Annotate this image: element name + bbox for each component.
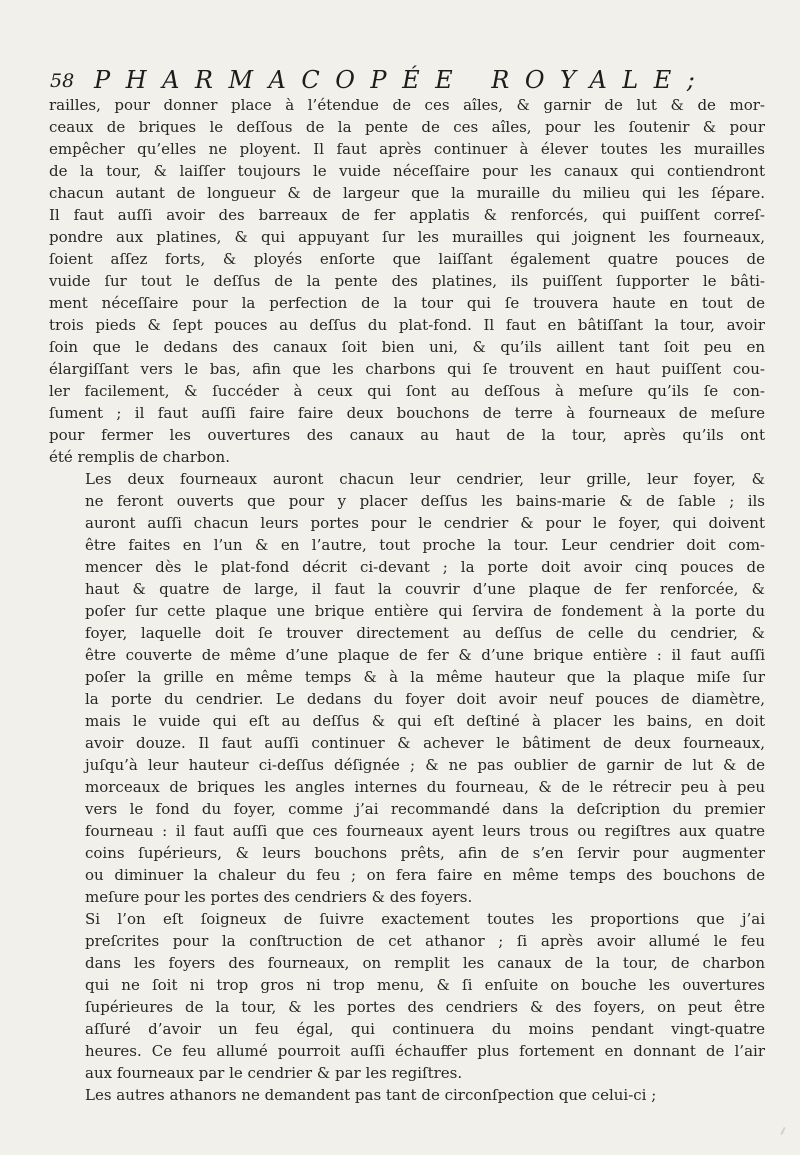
text-line: fourneau : il faut auſſi que ces fourneaux ayent leurs trous ou regiſtres aux quatre: [85, 822, 765, 840]
text-line: Il faut auſſi avoir des barreaux de fer applatis & renforcés, qui puiſſent correſ‑: [49, 206, 765, 224]
text-line: ou diminuer la chaleur du feu ; on fera faire en même temps des bouchons de: [85, 866, 765, 884]
paragraph-4: [49, 1084, 765, 1106]
text-line: élargiſſant vers le bas, afin que les charbons qui ſe trouvent en haut puiſſent cou‑: [49, 360, 765, 378]
text-line: Les autres athanors ne demandent pas tant de circonſpection que celui‑ci ;: [85, 1086, 657, 1104]
text-line: pour fermer les ouvertures des canaux au haut de la tour, après qu’ils ont: [49, 426, 765, 444]
text-line: railles, pour donner place à l’étendue de ces aîles, & garnir de lut & de mor‑: [49, 96, 765, 114]
text-line: être faites en l’un & en l’autre, tout proche la tour. Leur cendrier doit com‑: [85, 536, 765, 554]
text-line: ſoin que le dedans des canaux ſoit bien uni, & qu’ils aillent tant ſoit peu en: [49, 338, 765, 356]
text-line: Si l’on eſt ſoigneux de ſuivre exactement toutes les proportions que j’ai: [85, 910, 765, 928]
text-line: ſument ; il faut auſſi faire faire deux bouchons de terre à fourneaux de meſure: [49, 404, 765, 422]
text-line: ſoient aſſez forts, & ployés enſorte que laiſſant également quatre pouces de: [49, 250, 765, 268]
text-line: qui ne ſoit ni trop gros ni trop menu, & ſi enſuite on bouche les ouvertures: [85, 976, 765, 994]
text-line: ceaux de briques le deſſous de la pente de ces aîles, pour les ſoutenir & pour: [49, 118, 765, 136]
text-line: ler facilement, & ſuccéder à ceux qui ſont au deſſous à meſure qu’ils ſe con‑: [49, 382, 765, 400]
text-line: morceaux de briques les angles internes du fourneau, & de le rétrecir peu à peu: [85, 778, 765, 796]
text-line: meſure pour les portes des cendriers & des foyers.: [85, 888, 473, 906]
text-line: avoir douze. Il faut auſſi continuer & achever le bâtiment de deux fourneaux,: [85, 734, 765, 752]
text-line: la porte du cendrier. Le dedans du foyer doit avoir neuf pouces de diamètre,: [85, 690, 765, 708]
text-line: trois pieds & ſept pouces au deſſus du plat‑fond. Il faut en bâtiſſant la tour, avoir: [49, 316, 765, 334]
text-line: chacun autant de longueur & de largeur que la muraille du milieu qui les ſépare.: [49, 184, 765, 202]
text-line: vers le fond du foyer, comme j’ai recommandé dans la deſcription du premier: [85, 800, 765, 818]
text-line: juſqu’à leur hauteur ci‑deſſus déſignée ; & ne pas oublier de garnir de lut & de: [85, 756, 765, 774]
paragraph-3: [49, 908, 765, 1084]
text-line: de la tour, & laiſſer toujours le vuide néceſſaire pour les canaux qui contiendront: [49, 162, 765, 180]
page-number: 58: [50, 70, 75, 92]
text-line: vuide ſur tout le deſſus de la pente des platines, ils puiſſent ſupporter le bâti‑: [49, 272, 765, 290]
text-line: preſcrites pour la conſtruction de cet athanor ; ſi après avoir allumé le feu: [85, 932, 765, 950]
text-line: poſer la grille en même temps & à la même hauteur que la plaque miſe ſur: [85, 668, 765, 686]
text-line: été remplis de charbon.: [49, 448, 230, 466]
text-line: ſupérieures de la tour, & les portes des cendriers & des foyers, on peut être: [85, 998, 765, 1016]
text-line: mencer dès le plat‑fond décrit ci‑devant ; la porte doit avoir cinq pouces de: [85, 558, 765, 576]
paper-mark: [780, 1127, 785, 1135]
text-line: mais le vuide qui eſt au deſſus & qui eſt deſtiné à placer les bains, en doit: [85, 712, 765, 730]
text-line: Les deux fourneaux auront chacun leur cendrier, leur grille, leur foyer, &: [85, 470, 765, 488]
text-line: pondre aux platines, & qui appuyant ſur les murailles qui joignent les fourneaux,: [49, 228, 765, 246]
text-line: auront auſſi chacun leurs portes pour le cendrier & pour le foyer, qui doivent: [85, 514, 765, 532]
running-title: PHARMACOPÉE ROYALE;: [94, 66, 711, 94]
text-line: foyer, laquelle doit ſe trouver directement au deſſus de celle du cendrier, &: [85, 624, 765, 642]
paragraph-2: [49, 468, 765, 908]
text-line: aux fourneaux par le cendrier & par les regiſtres.: [85, 1064, 463, 1082]
paragraph-1: [49, 94, 765, 468]
text-line: haut & quatre de large, il faut la couvrir d’une plaque de fer renforcée, &: [85, 580, 765, 598]
text-line: aſſuré d’avoir un feu égal, qui continuera du moins pendant vingt‑quatre: [85, 1020, 765, 1038]
text-line: empêcher qu’elles ne ployent. Il faut après continuer à élever toutes les murailles: [49, 140, 765, 158]
text-line: heures. Ce feu allumé pourroit auſſi échauffer plus fortement en donnant de l’air: [85, 1042, 765, 1060]
page-header: [50, 66, 764, 96]
text-line: ment néceſſaire pour la perfection de la tour qui ſe trouvera haute en tout de: [49, 294, 765, 312]
text-line: ne feront ouverts que pour y placer deſſus les bains‑marie & de ſable ; ils: [85, 492, 765, 510]
text-line: coins ſupérieurs, & leurs bouchons prêts, afin de s’en ſervir pour augmenter: [85, 844, 765, 862]
page-body: [49, 94, 765, 1106]
text-line: poſer ſur cette plaque une brique entière qui ſervira de fondement à la porte du: [85, 602, 765, 620]
text-line: être couverte de même d’une plaque de fer & d’une brique entière : il faut auſſi: [85, 646, 765, 664]
text-line: dans les foyers des fourneaux, on remplit les canaux de la tour, de charbon: [85, 954, 765, 972]
